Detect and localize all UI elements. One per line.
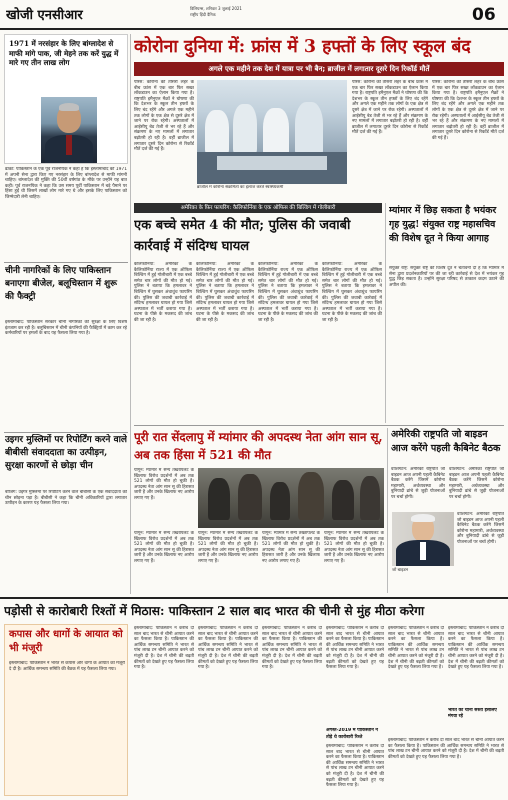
myanmar-body-col2: यांगून: म्यांमार में सैन्य तख्तापलट के खिलाफ विरोध प्रदर्शनों में अब तक 521 लोगों की मौत हो चुकी है। अपदस्थ नेता आंग सान सू की हिरासत जारी है और उनके खिलाफ नए आरोप लगाए गए हैं। xyxy=(134,531,194,564)
myanmar-top-headline: म्यांमार में छिड़ सकता है भयंकर गृह युद्ध! संयुक्त राष्ट्र महासचिव की विशेष दूत ने किया आगाह xyxy=(389,205,497,245)
biden-headline: अमेरिकी राष्ट्रपति जो बाइडन आज करेंगे पहली कैबिनेट बैठक xyxy=(391,429,501,454)
quote-body: ढाका: पाकिस्तान के एक पूर्व राजनयिक ने कहा है कि इस्लामाबाद को 1971 में अपनी सेना द्वारा किए गए नरसंहार के लिए बांग्लादेश से माफी मांगनी चाहिए। बांग्लादेश की मुक्ति की 50वीं वर्षगांठ के मौके पर उन्होंने यह बात कही। पूर्व राजनयिक ने कहा कि उस समय पूर्वी पाकिस्तान में बड़े पैमाने पर हिंसा हुई थी जिसमें लाखों लोग मारे गए थे और इसके लिए पाकिस्तान को जिम्मेदारी लेनी चाहिए। xyxy=(5,167,127,200)
bottom-body-col5: इस्लामाबाद: पाकिस्तान ने करीब दो साल बाद भारत से चीनी आयात करने का फैसला किया है। पाकिस्तान की आर्थिक समन्वय समिति ने भारत से पांच लाख टन चीनी आयात करने को मंजूरी दी है। देश में चीनी की बढ़ती कीमतों को देखते हुए यह फैसला लिया गया है। xyxy=(326,744,384,789)
bottom-sidebar xyxy=(4,624,128,796)
page-number: 06 xyxy=(472,5,496,25)
biden-photo-caption: जो बाइडन xyxy=(392,568,409,573)
myanmar-body-col1: यांगून: म्यांमार में सैन्य तख्तापलट के खिलाफ विरोध प्रदर्शनों में अब तक 521 लोगों की मौत हो चुकी है। अपदस्थ नेता आंग सान सू की हिरासत जारी है और उनके खिलाफ नए आरोप लगाए गए हैं। xyxy=(134,468,194,501)
bottom-body-col4: इस्लामाबाद: पाकिस्तान ने करीब दो साल बाद भारत से चीनी आयात करने का फैसला किया है। पाकिस्तान की आर्थिक समन्वय समिति ने भारत से पांच लाख टन चीनी आयात करने को मंजूरी दी है। देश में चीनी की बढ़ती कीमतों को देखते हुए यह फैसला लिया गया है। xyxy=(326,626,384,671)
uyghur-body: बीजिंग: उइगर मुस्लिमों पर रिपोर्टिंग करने वाले बीबीसी के एक संवाददाता को चीन छोड़ना पड़ा है। बीबीसी ने कहा कि चीनी अधिकारियों द्वारा लगातार उत्पीड़न के कारण यह फैसला लिया गया। xyxy=(5,490,127,507)
bottom-sub-headline: कपास और धागों के आयात को भी मंजूरी xyxy=(9,629,123,654)
biden-photo xyxy=(392,512,454,566)
myanmar-headline: पूरी रात सेंदलापु में म्यांमार की अपदस्थ नेता आंग सान सू, अब तक हिंसा में 521 की मौत xyxy=(134,430,383,462)
bottom-body-col7: इस्लामाबाद: पाकिस्तान ने करीब दो साल बाद भारत से चीनी आयात करने का फैसला किया है। पाकिस्तान की आर्थिक समन्वय समिति ने भारत से पांच लाख टन चीनी आयात करने को मंजूरी दी है। देश में चीनी की बढ़ती कीमतों को देखते हुए यह फैसला लिया गया है। xyxy=(448,626,504,671)
bottom-body-col8: इस्लामाबाद: पाकिस्तान ने करीब दो साल बाद भारत से चीनी आयात करने का फैसला किया है। पाकिस्तान की आर्थिक समन्वय समिति ने भारत से पांच लाख टन चीनी आयात करने को मंजूरी दी है। देश में चीनी की बढ़ती कीमतों को देखते हुए यह फैसला लिया गया है। xyxy=(388,738,504,760)
shooting-headline: एक बच्चे समेत 4 की मौत; पुलिस की जवाबी कार्रवाई में संदिग्ध घायल xyxy=(134,218,351,254)
masthead-date: विलियम्स, शनिवार 3 जुलाई 2021 xyxy=(190,6,242,11)
bottom-body-col2: इस्लामाबाद: पाकिस्तान ने करीब दो साल बाद भारत से चीनी आयात करने का फैसला किया है। पाकिस्तान की आर्थिक समन्वय समिति ने भारत से पांच लाख टन चीनी आयात करने को मंजूरी दी है। देश में चीनी की बढ़ती कीमतों को देखते हुए यह फैसला लिया गया है। xyxy=(198,626,258,671)
bottom-sub-body: इस्लामाबाद: पाकिस्तान ने भारत से कपास और धागों के आयात को मंजूरी दे दी है। आर्थिक समन्वय समिति की बैठक में यह फैसला लिया गया। xyxy=(9,661,125,672)
masthead-logo: खोजी एनसीआर xyxy=(6,8,83,23)
uyghur-headline: उइगर मुस्लिमों पर रिपोर्टिंग करने वाले बीबीसी संवाददाता का उत्पीड़न, सुरक्षा कारणों से छोड़ा चीन xyxy=(5,435,127,471)
lead-photo-caption: ब्राजील में कोरोना संक्रमितों का इलाज करते स्वास्थ्यकर्मी xyxy=(197,185,284,190)
bottom-subhead-2019: अगस्त-2019 में पाकिस्तान ने तोड़े थे कारोबारी रिश्ते xyxy=(326,728,378,740)
biden-body-col3: वाशिंगटन: अमेरिकी राष्ट्रपति जो बाइडन आज अपनी पहली कैबिनेट बैठक करेंगे जिसमें कोरोना महामारी, अर्थव्यवस्था और बुनियादी ढांचे से जुड़ी योजनाओं पर चर्चा होगी। xyxy=(457,512,504,545)
shooting-body-col3: कैलिफोर्निया: अमेरिका के कैलिफोर्निया राज्य में एक ऑफिस बिल्डिंग में हुई गोलीबारी में एक बच्चे समेत चार लोगों की मौत हो गई। पुलिस ने बताया कि हमलावर ने बिल्डिंग में घुसकर अंधाधुंध फायरिंग की। पुलिस की जवाबी कार्रवाई में संदिग्ध हमलावर घायल हो गया जिसे अस्पताल में भर्ती कराया गया है। घटना के पीछे के मकसद की जांच की जा रही है। xyxy=(258,262,318,323)
bottom-headline: पड़ोसी से कारोबारी रिश्तों में मिठास: पाकिस्तान 2 साल बाद भारत की चीनी से मुंह मीठा करेगा xyxy=(4,604,425,618)
minorities-body: इस्लामाबाद: पाकिस्तान सरकार चीनी नागरिकों की सुरक्षा के लिए विशेष इंतजाम कर रही है। बलूचिस्तान में चीनी कंपनियों की फैक्ट्रियों में काम कर रहे कर्मचारियों पर हमलों के बाद यह फैसला लिया गया है। xyxy=(5,320,127,337)
bottom-body-col6: इस्लामाबाद: पाकिस्तान ने करीब दो साल बाद भारत से चीनी आयात करने का फैसला किया है। पाकिस्तान की आर्थिक समन्वय समिति ने भारत से पांच लाख टन चीनी आयात करने को मंजूरी दी है। देश में चीनी की बढ़ती कीमतों को देखते हुए यह फैसला लिया गया है। xyxy=(388,626,444,671)
myanmar-photo xyxy=(198,468,384,528)
lead-headline: कोरोना दुनिया में: फ्रांस में 3 हफ्तों के लिए स्कूल बंद xyxy=(134,37,471,57)
lead-body: पेरिस: कोरोना की तीसरी लहर के बीच फ्रांस में एक बार फिर सख्त लॉकडाउन का ऐलान किया गया है। राष्ट्रपति इमैनुएल मैक्रों ने घोषणा की कि देशभर के स्कूल तीन हफ्तों के लिए बंद रहेंगे और अगले एक महीने तक लोगों के एक क्षेत्र से दूसरे क्षेत्र में जाने पर रोक रहेगी। अस्पतालों में आईसीयू बेड तेजी से भर रहे हैं और संक्रमण के नए मामलों में लगातार बढ़ोतरी हो रही है। वहीं ब्राजील में लगातार दूसरे दिन कोरोना से रिकॉर्ड मौतें दर्ज की गई हैं। xyxy=(134,80,194,153)
myanmar-body-col4: यांगून: म्यांमार में सैन्य तख्तापलट के खिलाफ विरोध प्रदर्शनों में अब तक 521 लोगों की मौत हो चुकी है। अपदस्थ नेता आंग सान सू की हिरासत जारी है और उनके खिलाफ नए आरोप लगाए गए हैं। xyxy=(262,531,320,564)
diplomat-photo xyxy=(41,97,97,163)
masthead-info xyxy=(190,6,350,26)
bottom-body-col3: इस्लामाबाद: पाकिस्तान ने करीब दो साल बाद भारत से चीनी आयात करने का फैसला किया है। पाकिस्तान की आर्थिक समन्वय समिति ने भारत से पांच लाख टन चीनी आयात करने को मंजूरी दी है। देश में चीनी की बढ़ती कीमतों को देखते हुए यह फैसला लिया गया है। xyxy=(262,626,322,671)
myanmar-top-body: संयुक्त राष्ट्र: संयुक्त राष्ट्र की विशेष दूत ने चेतावनी दी है कि म्यांमार में सेना द्वारा प्रदर्शनकारियों पर की जा रही कार्रवाई से देश में भयंकर गृह युद्ध छिड़ सकता है। उन्होंने सुरक्षा परिषद से तत्काल कदम उठाने की अपील की। xyxy=(389,266,504,288)
masthead xyxy=(0,0,508,30)
biden-body-col1: वाशिंगटन: अमेरिकी राष्ट्रपति जो बाइडन आज अपनी पहली कैबिनेट बैठक करेंगे जिसमें कोरोना महामारी, अर्थव्यवस्था और बुनियादी ढांचे से जुड़ी योजनाओं पर चर्चा होगी। xyxy=(391,467,445,500)
shooting-body-col1: कैलिफोर्निया: अमेरिका के कैलिफोर्निया राज्य में एक ऑफिस बिल्डिंग में हुई गोलीबारी में एक बच्चे समेत चार लोगों की मौत हो गई। पुलिस ने बताया कि हमलावर ने बिल्डिंग में घुसकर अंधाधुंध फायरिंग की। पुलिस की जवाबी कार्रवाई में संदिग्ध हमलावर घायल हो गया जिसे अस्पताल में भर्ती कराया गया है। घटना के पीछे के मकसद की जांच की जा रही है। xyxy=(134,262,192,323)
shooting-body-col4: कैलिफोर्निया: अमेरिका के कैलिफोर्निया राज्य में एक ऑफिस बिल्डिंग में हुई गोलीबारी में एक बच्चे समेत चार लोगों की मौत हो गई। पुलिस ने बताया कि हमलावर ने बिल्डिंग में घुसकर अंधाधुंध फायरिंग की। पुलिस की जवाबी कार्रवाई में संदिग्ध हमलावर घायल हो गया जिसे अस्पताल में भर्ती कराया गया है। घटना के पीछे के मकसद की जांच की जा रही है। xyxy=(322,262,382,323)
shooting-body-col2: कैलिफोर्निया: अमेरिका के कैलिफोर्निया राज्य में एक ऑफिस बिल्डिंग में हुई गोलीबारी में एक बच्चे समेत चार लोगों की मौत हो गई। पुलिस ने बताया कि हमलावर ने बिल्डिंग में घुसकर अंधाधुंध फायरिंग की। पुलिस की जवाबी कार्रवाई में संदिग्ध हमलावर घायल हो गया जिसे अस्पताल में भर्ती कराया गया है। घटना के पीछे के मकसद की जांच की जा रही है। xyxy=(196,262,254,323)
biden-body-col2: वाशिंगटन: अमेरिकी राष्ट्रपति जो बाइडन आज अपनी पहली कैबिनेट बैठक करेंगे जिसमें कोरोना महामारी, अर्थव्यवस्था और बुनियादी ढांचे से जुड़ी योजनाओं पर चर्चा होगी। xyxy=(449,467,504,500)
shooting-banner: अमेरिका के फ़िर फायरिंग: कैलिफोर्निया के एक ऑफिस की बिल्डिंग में गोलीबारी xyxy=(134,203,382,213)
lead-subhead: अगले एक महीने तक देश में यात्रा पर भी बैन; ब्राजील में लगातार दूसरे दिन रिकॉर्ड मौतें xyxy=(134,62,504,76)
lead-body-col3: पेरिस: कोरोना की तीसरी लहर के बीच फ्रांस में एक बार फिर सख्त लॉकडाउन का ऐलान किया गया है। राष्ट्रपति इमैनुएल मैक्रों ने घोषणा की कि देशभर के स्कूल तीन हफ्तों के लिए बंद रहेंगे और अगले एक महीने तक लोगों के एक क्षेत्र से दूसरे क्षेत्र में जाने पर रोक रहेगी। अस्पतालों में आईसीयू बेड तेजी से भर रहे हैं और संक्रमण के नए मामलों में लगातार बढ़ोतरी हो रही है। वहीं ब्राजील में लगातार दूसरे दिन कोरोना से रिकॉर्ड मौतें दर्ज की गई हैं। xyxy=(432,80,504,141)
masthead-tagline: राष्ट्रीय हिंदी दैनिक xyxy=(190,12,216,17)
myanmar-body-col3: यांगून: म्यांमार में सैन्य तख्तापलट के खिलाफ विरोध प्रदर्शनों में अब तक 521 लोगों की मौत हो चुकी है। अपदस्थ नेता आंग सान सू की हिरासत जारी है और उनके खिलाफ नए आरोप लगाए गए हैं। xyxy=(198,531,258,564)
lead-photo xyxy=(197,80,347,184)
bottom-subhead-side: भारत की चीनी सस्ती इसलिए मंगवा रहे xyxy=(448,708,497,719)
myanmar-body-col5: यांगून: म्यांमार में सैन्य तख्तापलट के खिलाफ विरोध प्रदर्शनों में अब तक 521 लोगों की मौत हो चुकी है। अपदस्थ नेता आंग सान सू की हिरासत जारी है और उनके खिलाफ नए आरोप लगाए गए हैं। xyxy=(324,531,384,564)
bottom-body-col1: इस्लामाबाद: पाकिस्तान ने करीब दो साल बाद भारत से चीनी आयात करने का फैसला किया है। पाकिस्तान की आर्थिक समन्वय समिति ने भारत से पांच लाख टन चीनी आयात करने को मंजूरी दी है। देश में चीनी की बढ़ती कीमतों को देखते हुए यह फैसला लिया गया है। xyxy=(134,626,194,671)
lead-body-col2: पेरिस: कोरोना की तीसरी लहर के बीच फ्रांस में एक बार फिर सख्त लॉकडाउन का ऐलान किया गया है। राष्ट्रपति इमैनुएल मैक्रों ने घोषणा की कि देशभर के स्कूल तीन हफ्तों के लिए बंद रहेंगे और अगले एक महीने तक लोगों के एक क्षेत्र से दूसरे क्षेत्र में जाने पर रोक रहेगी। अस्पतालों में आईसीयू बेड तेजी से भर रहे हैं और संक्रमण के नए मामलों में लगातार बढ़ोतरी हो रही है। वहीं ब्राजील में लगातार दूसरे दिन कोरोना से रिकॉर्ड मौतें दर्ज की गई हैं। xyxy=(352,80,428,136)
quote-headline: 1971 में नरसंहार के लिए बांग्लादेश से माफी मांगे पाक, जी मेहने तक करें युद्ध में मारे गए तीन लाख लोग xyxy=(9,39,119,67)
quote-box xyxy=(4,34,128,164)
minorities-headline: चीनी नागरिकों के लिए पाकिस्तान बनाएगा बीजेल, बलूचिस्तान में शुरू की फैक्ट्री xyxy=(5,266,117,302)
